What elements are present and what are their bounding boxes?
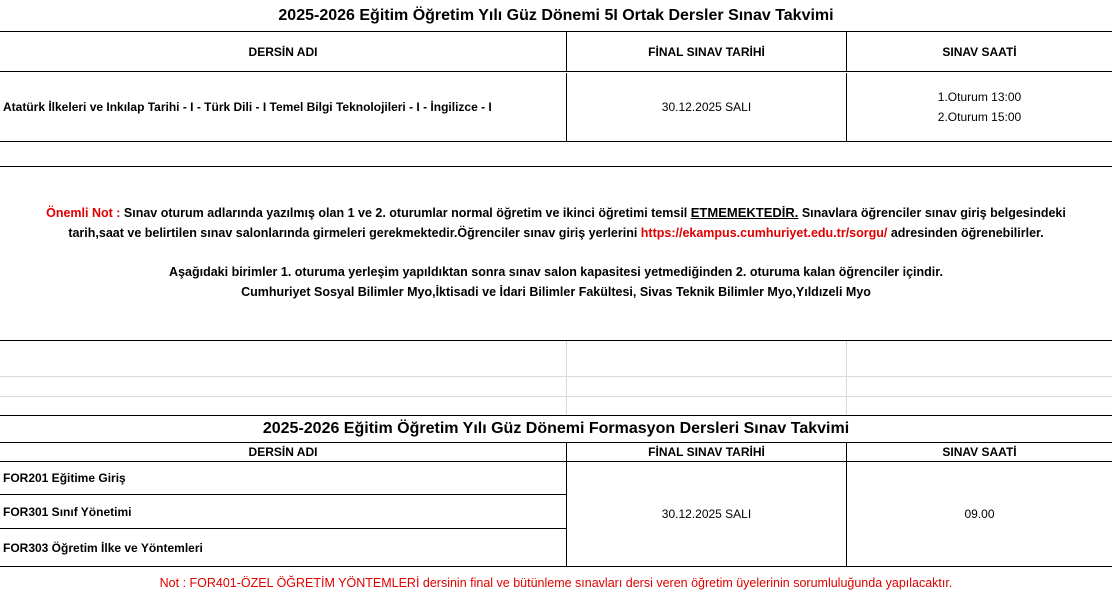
section2-header-course: DERSİN ADI: [248, 445, 318, 459]
section2-title: 2025-2026 Eğitim Öğretim Yılı Güz Dönemi Formasyon Dersleri Sınav Takvimi: [262, 420, 850, 437]
note-line-1: [0, 203, 1112, 223]
course-row: FOR303 Öğretim İlke ve Yöntemleri: [3, 540, 203, 555]
section2-title-row: [0, 415, 1112, 443]
blank-row: [0, 142, 1112, 167]
section2-exam-time: 09.00: [964, 507, 995, 521]
footer-note: Not : FOR401-ÖZEL ÖĞRETİM YÖNTEMLERİ dersinin final ve bütünleme sınavları dersi veren öğretim üyelerinin sorumluluğunda yapılacaktır.: [159, 576, 953, 590]
note-emphasis: ETMEMEKTEDİR.: [690, 205, 799, 220]
section1-header-course: DERSİN ADI: [248, 45, 318, 59]
section1-header-row: [0, 32, 1112, 72]
important-note: [0, 203, 1112, 302]
section1-header-date: FİNAL SINAV TARİHİ: [648, 45, 765, 59]
session1-time: 1.Oturum 13:00: [937, 90, 1022, 104]
grid-line: [0, 376, 1112, 377]
note-text-4: adresinden öğrenebilirler.: [887, 226, 1044, 240]
note-line-2: [0, 223, 1112, 243]
section2-header-row: [0, 443, 1112, 462]
session2-time: 2.Oturum 15:00: [937, 110, 1022, 124]
note-spacer: [0, 243, 1112, 262]
note-para2-line2: Cumhuriyet Sosyal Bilimler Myo,İktisadi ve İdari Bilimler Fakültesi, Sivas Teknik Bilimler Myo,Yıldızeli Myo: [241, 285, 871, 299]
section1-title: 2025-2026 Eğitim Öğretim Yılı Güz Dönemi 5I Ortak Dersler Sınav Takvimi: [278, 7, 834, 24]
grid-divider: [566, 341, 567, 415]
section1-exam-date: 30.12.2025 SALI: [661, 100, 752, 114]
section1-header-time: SINAV SAATİ: [942, 45, 1017, 59]
grid-divider: [846, 341, 847, 415]
note-bottom-border: [0, 340, 1112, 341]
note-text-2: Sınavlara öğrenciler sınav giriş belgesindeki: [798, 206, 1066, 220]
section2-header-time: SINAV SAATİ: [942, 445, 1017, 459]
section2-header-date: FİNAL SINAV TARİHİ: [648, 445, 765, 459]
note-text-3: tarih,saat ve belirtilen sınav salonlarında girmeleri gerekmektedir.Öğrenciler sınav giriş yerlerini: [68, 226, 641, 240]
section2-exam-date: 30.12.2025 SALI: [661, 507, 752, 521]
grid-line: [0, 396, 1112, 397]
section1-data-row: [0, 73, 1112, 142]
note-para2-line1: Aşağıdaki birimler 1. oturuma yerleşim yapıldıktan sonra sınav salon kapasitesi yetmediğinden 2. oturuma kalan öğrenciler içindir.: [169, 265, 943, 279]
note-text-1: Sınav oturum adlarında yazılmış olan 1 ve 2. oturumlar normal öğretim ve ikinci öğretimi temsil: [120, 206, 691, 220]
section1-course-name: Atatürk İlkeleri ve Inkılap Tarihi - I - Türk Dili - I Temel Bilgi Teknolojileri - I - İngilizce - I: [3, 100, 492, 114]
section1-title-row: [0, 0, 1112, 32]
course-row: FOR201 Eğitime Giriş: [0, 462, 566, 495]
section2-body: [0, 462, 1112, 567]
course-row: FOR301 Sınıf Yönetimi: [0, 496, 566, 529]
note-label: Önemli Not :: [46, 206, 121, 220]
sorgu-link[interactable]: https://ekampus.cumhuriyet.edu.tr/sorgu/: [640, 226, 888, 240]
section1-exam-time: [847, 73, 1112, 141]
